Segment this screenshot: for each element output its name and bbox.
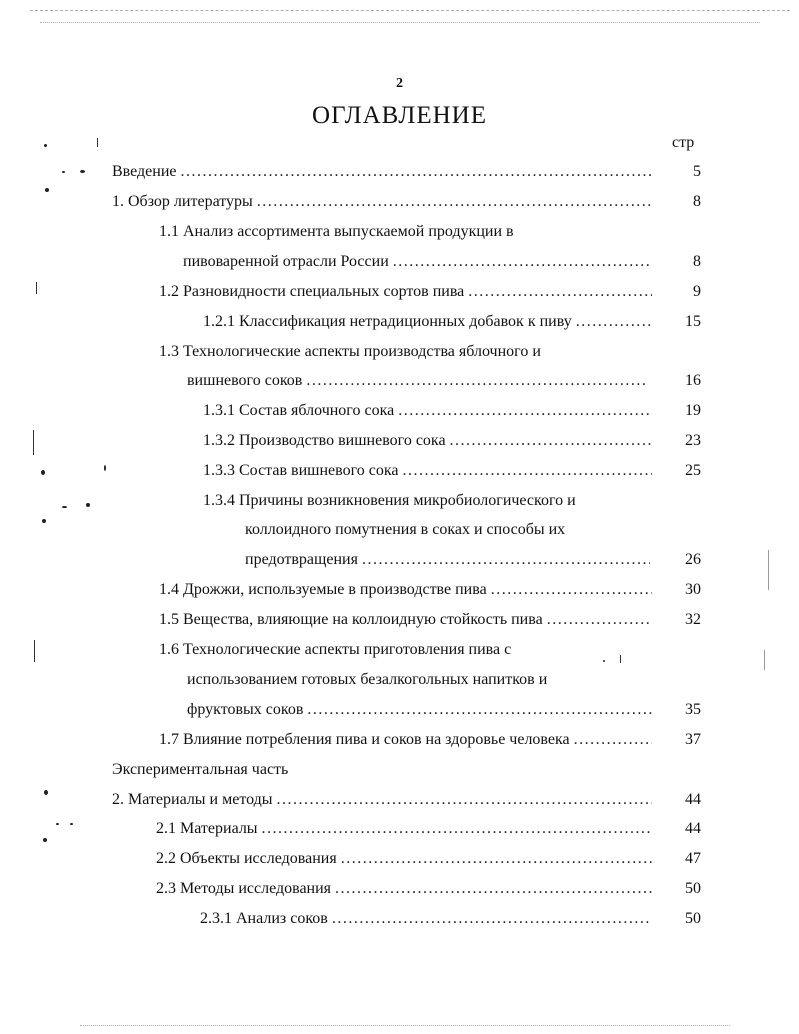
scan-speck — [70, 823, 73, 825]
toc-entry-title: 1.2 Разновидности специальных сортов пива — [159, 283, 465, 300]
page-column-header: стр — [672, 134, 695, 151]
toc-entry[interactable] — [159, 220, 659, 244]
toc-leader-dots — [398, 399, 652, 423]
toc-entry-page: 8 — [693, 253, 701, 270]
toc-entry[interactable] — [159, 608, 652, 632]
toc-leader-dots — [341, 847, 652, 871]
scan-speck — [41, 470, 45, 475]
toc-entry-page: 9 — [693, 283, 701, 300]
toc-entry-title: 1.3.2 Производство вишневого сока — [203, 432, 446, 449]
toc-entry-title: 1.7 Влияние потребления пива и соков на здоровье человека — [159, 731, 570, 748]
toc-entry-title: 2.2 Объекты исследования — [156, 850, 337, 867]
toc-leader-dots — [257, 190, 652, 214]
toc-entry-title: 1.4 Дрожжи, используемые в производстве пива — [159, 581, 487, 598]
scan-speck — [97, 138, 98, 147]
toc-entry-title: 1.2.1 Классификация нетрадиционных добавок к пиву — [203, 313, 572, 330]
scan-speck — [45, 188, 49, 192]
toc-entry-title: 2.3.1 Анализ соков — [200, 910, 328, 927]
scan-speck — [62, 171, 65, 173]
scan-speck — [33, 430, 34, 455]
toc-entry[interactable] — [112, 160, 652, 184]
toc-entry[interactable] — [159, 728, 652, 752]
toc-leader-dots — [491, 578, 652, 602]
toc-section-heading[interactable] — [112, 758, 612, 782]
toc-entry-page: 32 — [685, 611, 701, 628]
scan-speck — [764, 650, 765, 670]
toc-entry[interactable] — [159, 280, 652, 304]
toc-entry-title: Экспериментальная часть — [112, 761, 289, 778]
toc-entry-continuation[interactable] — [187, 369, 647, 393]
scan-edge-bottom — [80, 1025, 730, 1028]
scan-edge-top — [30, 10, 790, 19]
toc-entry-continuation[interactable] — [245, 518, 665, 542]
toc-entry[interactable] — [203, 399, 652, 423]
toc-leader-dots — [181, 160, 653, 184]
toc-entry-continuation[interactable] — [187, 668, 667, 692]
toc-entry-title: фруктовых соков — [187, 701, 304, 718]
toc-entry-title: 1.3.4 Причины возникновения микробиологического и — [203, 492, 576, 509]
toc-entry-page: 44 — [685, 791, 701, 808]
toc-entry-title: 1.3.3 Состав вишневого сока — [203, 462, 399, 479]
toc-entry-page: 26 — [685, 551, 701, 568]
toc-entry-title: 1.6 Технологические аспекты приготовления пива с — [159, 641, 512, 658]
toc-entry[interactable] — [203, 489, 673, 513]
toc-entry-page: 5 — [693, 163, 701, 180]
toc-entry-page: 19 — [685, 402, 701, 419]
toc-entry-page: 50 — [685, 880, 701, 897]
toc-leader-dots — [332, 907, 650, 931]
toc-entry-title: 2. Материалы и методы — [112, 791, 273, 808]
toc-entry-page: 37 — [685, 731, 701, 748]
toc-entry-page: 47 — [685, 850, 701, 867]
toc-entry-title: 1.3.1 Состав яблочного сока — [203, 402, 395, 419]
toc-entry[interactable] — [156, 817, 652, 841]
scan-speck — [104, 465, 106, 471]
toc-leader-dots — [450, 429, 652, 453]
toc-entry-title: 1.5 Вещества, влияющие на коллоидную стойкость пива — [159, 611, 543, 628]
toc-entry[interactable] — [203, 310, 652, 334]
toc-entry[interactable] — [112, 788, 652, 812]
toc-entry-page: 23 — [685, 432, 701, 449]
scan-speck — [86, 503, 90, 507]
toc-entry[interactable] — [159, 638, 659, 662]
toc-leader-dots — [362, 548, 650, 572]
toc-leader-dots — [468, 280, 652, 304]
toc-entry[interactable] — [156, 877, 652, 901]
toc-entry-page: 30 — [685, 581, 701, 598]
toc-entry-continuation[interactable] — [245, 548, 650, 572]
toc-entry[interactable] — [200, 907, 650, 931]
toc-leader-dots — [335, 877, 652, 901]
toc-entry[interactable] — [159, 340, 659, 364]
toc-leader-dots — [402, 459, 652, 483]
toc-leader-dots — [277, 788, 652, 812]
toc-entry[interactable] — [159, 578, 652, 602]
scan-speck — [62, 506, 67, 508]
toc-entry-title: 1.1 Анализ ассортимента выпускаемой продукции в — [159, 223, 514, 240]
toc-entry-page: 16 — [685, 372, 701, 389]
scan-speck — [80, 170, 85, 173]
toc-entry-page: 8 — [693, 193, 701, 210]
scan-speck — [44, 144, 47, 147]
toc-leader-dots — [307, 698, 652, 722]
toc-entry-title: коллоидного помутнения в соках и способы их — [245, 521, 566, 538]
toc-entry-title: предотвращения — [245, 551, 358, 568]
toc-entry-title: 2.3 Методы исследования — [156, 880, 332, 897]
toc-entry-title: Введение — [112, 163, 177, 180]
scan-speck — [36, 282, 37, 294]
toc-entry[interactable] — [203, 429, 652, 453]
toc-entry-continuation[interactable] — [187, 698, 652, 722]
toc-entry[interactable] — [203, 459, 652, 483]
toc-leader-dots — [262, 817, 652, 841]
toc-entry-title: вишневого соков — [187, 372, 303, 389]
scan-speck — [42, 519, 46, 523]
toc-entry-page: 35 — [685, 701, 701, 718]
scan-speck — [43, 838, 47, 842]
toc-entry-title: 2.1 Материалы — [156, 820, 258, 837]
toc-leader-dots — [306, 369, 647, 393]
toc-leader-dots — [576, 310, 652, 334]
toc-entry-page: 50 — [685, 910, 701, 927]
toc-leader-dots — [574, 728, 652, 752]
scan-edge-top-secondary — [40, 22, 760, 25]
toc-entry-page: 44 — [685, 820, 701, 837]
toc-leader-dots — [393, 250, 652, 274]
scan-speck — [56, 823, 59, 825]
toc-entry-title: 1. Обзор литературы — [112, 193, 253, 210]
toc-entry-title: использованием готовых безалкогольных напитков и — [187, 671, 548, 688]
scan-speck — [44, 790, 48, 795]
toc-entry-page: 25 — [685, 462, 701, 479]
toc-entry-continuation[interactable] — [183, 250, 652, 274]
scan-speck — [34, 640, 35, 662]
page-number: 2 — [396, 76, 403, 91]
toc-entry[interactable] — [156, 847, 652, 871]
toc-entry-page: 15 — [685, 313, 701, 330]
toc-entry-title: 1.3 Технологические аспекты производства яблочного и — [159, 343, 541, 360]
toc-entry[interactable] — [112, 190, 652, 214]
toc-leader-dots — [547, 608, 652, 632]
page-title: ОГЛАВЛЕНИЕ — [312, 102, 487, 129]
scan-speck — [768, 550, 769, 590]
toc-entry-title: пивоваренной отрасли России — [183, 253, 389, 270]
